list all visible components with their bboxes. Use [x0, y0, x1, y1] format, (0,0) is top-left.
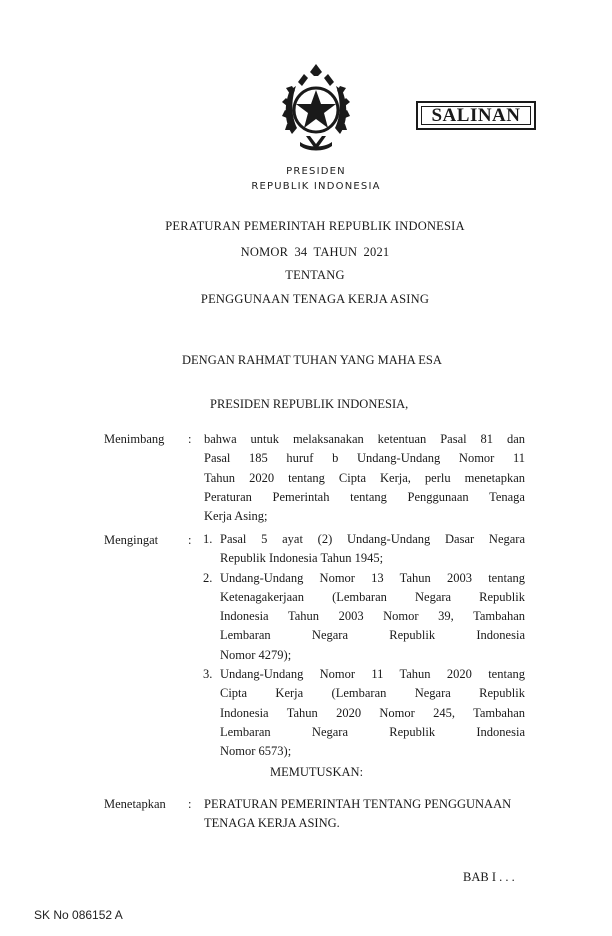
- invocation: DENGAN RAHMAT TUHAN YANG MAHA ESA: [182, 353, 442, 367]
- item-number: 3.: [203, 667, 213, 682]
- item-line: Lembaran Negara Republik Indonesia: [220, 724, 525, 739]
- item-line: Indonesia Tahun 2003 Nomor 39, Tambahan: [220, 609, 525, 624]
- menetapkan-line: TENAGA KERJA ASING.: [204, 816, 340, 831]
- item-line: Undang-Undang Nomor 11 Tahun 2020 tentang: [220, 667, 525, 682]
- mengingat-item-2: [203, 569, 525, 665]
- item-line: Nomor 4279);: [220, 647, 292, 662]
- menimbang-line: Kerja Asing;: [204, 509, 268, 524]
- item-line: Nomor 6573);: [220, 744, 292, 759]
- item-line: Ketenagakerjaan (Lembaran Negara Republik: [220, 589, 525, 604]
- stamp-label: SALINAN: [431, 104, 521, 126]
- regulation-about: TENTANG: [285, 268, 345, 282]
- mengingat-colon: :: [188, 533, 192, 547]
- item-line: Undang-Undang Nomor 13 Tahun 2003 tentang: [220, 570, 525, 585]
- item-line: Lembaran Negara Republik Indonesia: [220, 628, 525, 643]
- item-line: Cipta Kerja (Lembaran Negara Republik: [220, 686, 525, 701]
- memutuskan-heading: MEMUTUSKAN:: [270, 765, 364, 779]
- garuda-emblem-icon: [282, 64, 350, 156]
- salinan-stamp: [416, 101, 536, 130]
- item-line: Indonesia Tahun 2020 Nomor 245, Tambahan: [220, 705, 525, 720]
- item-line: Republik Indonesia Tahun 1945;: [220, 551, 384, 566]
- menimbang-line: Tahun 2020 tentang Cipta Kerja, perlu menetapkan: [204, 470, 525, 485]
- menimbang-line: bahwa untuk melaksanakan ketentuan Pasal 81 dan: [204, 432, 525, 446]
- issuer-header: [0, 164, 612, 194]
- mengingat-item-3: [203, 665, 525, 761]
- item-number: 2.: [203, 570, 213, 585]
- issuer-line-1: PRESIDEN: [286, 166, 346, 177]
- mengingat-list: [203, 530, 525, 762]
- menimbang-line: Pasal 185 huruf b Undang-Undang Nomor 11: [204, 451, 525, 466]
- regulation-subject: PENGGUNAAN TENAGA KERJA ASING: [200, 292, 430, 306]
- menetapkan-label: Menetapkan: [104, 797, 166, 811]
- menimbang-text: [204, 430, 525, 526]
- document-serial: SK No 086152 A: [34, 908, 123, 922]
- menimbang-colon: :: [188, 432, 192, 446]
- mengingat-item-1: [203, 530, 525, 569]
- issuer-line-2: REPUBLIK INDONESIA: [251, 181, 381, 192]
- menimbang-label: Menimbang: [104, 432, 165, 446]
- regulation-number: NOMOR 34 TAHUN 2021: [240, 245, 390, 259]
- menimbang-line: Peraturan Pemerintah tentang Penggunaan Tenaga: [204, 489, 525, 504]
- menetapkan-text: [204, 795, 525, 834]
- regulation-title: PERATURAN PEMERINTAH REPUBLIK INDONESIA: [165, 219, 465, 233]
- menetapkan-line: PERATURAN PEMERINTAH TENTANG PENGGUNAAN: [204, 797, 512, 811]
- mengingat-label: Mengingat: [104, 533, 159, 547]
- page-continuation: BAB I . . .: [463, 870, 515, 884]
- menetapkan-colon: :: [188, 797, 192, 811]
- item-number: 1.: [203, 532, 213, 546]
- item-line: Pasal 5 ayat (2) Undang-Undang Dasar Negara: [220, 532, 525, 546]
- president-heading: PRESIDEN REPUBLIK INDONESIA,: [210, 397, 409, 411]
